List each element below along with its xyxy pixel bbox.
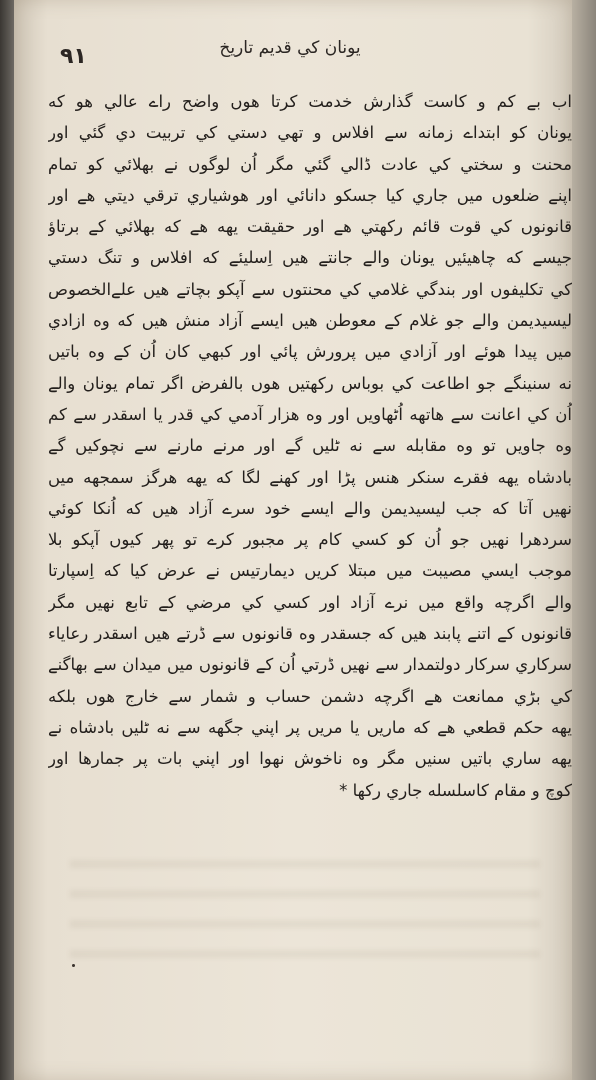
text-line-final: کوچ و مقام کاسلسله جاري رکها *: [339, 780, 572, 800]
text-line: نهیں آتا که جب لیسیدیمن والے ایسے خود سرے آزاد هیں که اُنکا کوئي: [48, 498, 572, 518]
text-line: جیسے که چاهیئیں یونان والے جانتے هیں اِسلیئے که افلاس و تنگ دستي: [48, 248, 572, 268]
text-line: اپنے ضلعوں میں جاري کیا جسکو دانائي اور هوشیاري ترقي دیتي هے اور: [48, 185, 572, 205]
text-line: لیسیدیمن والے جو غلام کے معوطن هیں ایسے آزاد منش هیں که وه ازادي: [48, 311, 572, 331]
ink-speck: [72, 964, 75, 967]
text-line: کي بڑي ممانعت هے اگرچه دشمن حساب و شمار سے خارج هوں بلکه: [48, 686, 572, 706]
text-line: والے اگرچه واقع میں نرے آزاد اور کسي کي مرضي کے تابع نهیں مگر: [48, 592, 572, 612]
text-line: یهه ساري باتیں سنیں مگر وه ناخوش نهوا اور اپني بات پر جمارها اور: [48, 749, 572, 769]
text-line: یهه حکم قطعي هے که ماریں یا مریں پر اپني جگهه سے نه ٹلیں بادشاه نے: [48, 717, 572, 737]
body-text: [48, 86, 572, 806]
text-line: وه جاویں تو وه مقابله سے نه ٹلیں گے اور مرنے مارنے سے نچوکیں گے: [48, 436, 572, 456]
show-through-text: [70, 860, 540, 970]
text-line: محنت و سختي کي عادت ڈالي گئي مگر اُن لوگوں نے بهلائي کو تمام: [48, 154, 572, 174]
text-line: سردهرا نهیں جو اُن کو کسي کام پر مجبور کرے تو پهر کیوں آپکو بلا: [48, 530, 572, 550]
text-line: بادشاه یهه فقرے سنکر هنس پڑا اور کهنے لگا که یهه هرگز سمجهه میں: [48, 467, 572, 487]
text-line: اب بے کم و کاست گذارش خدمت کرتا هوں واضح راے عالي هو که: [48, 92, 572, 111]
text-line: یونان کو ابتداے زمانه سے افلاس و تهي دستي کي تربیت دي گئي اور: [48, 123, 572, 143]
text-line: قانونوں کي قوت قائم رکهتي هے اور حقیقت یهه هے که بهلائي کے برتاؤ: [48, 217, 572, 237]
text-line: میں پیدا هوئے اور آزادي میں پرورش پائي اور کبهي کان اُن کے وه باتیں: [48, 342, 572, 362]
adjacent-page-edge: [572, 0, 596, 1080]
text-line: کي تکلیفوں اور بندگي غلامي کي محنتوں سے آپکو بچاتے هیں علےالخصوص: [48, 279, 572, 299]
running-title: یونان کي قدیم تاریخ: [219, 38, 361, 58]
text-line: سرکاري سرکار دولتمدار سے نهیں ڈرتي اُن کے قانونوں میں میدان سے بهاگنے: [48, 655, 572, 675]
text-line: نه سنینگے جو اطاعت کي بوباس رکهتیں هوں بالفرض اگر تمام یونان والے: [48, 373, 572, 393]
text-line: موجب ایسي مصیبت میں مبتلا کریں دیمارتیس نے عرض کیا که اِسپارتا: [48, 561, 572, 581]
page-number: ٩١: [60, 44, 87, 69]
text-line: اُن کي اعانت سے هاتهه اُٹهاویں اور وه هزار آدمي کي قدر یا اسقدر سے کم: [48, 404, 572, 424]
text-line: قانونوں کے اتنے پابند هیں که جسقدر وه قانونوں سے ڈرتے هیں اسقدر رعایاء: [48, 624, 572, 644]
